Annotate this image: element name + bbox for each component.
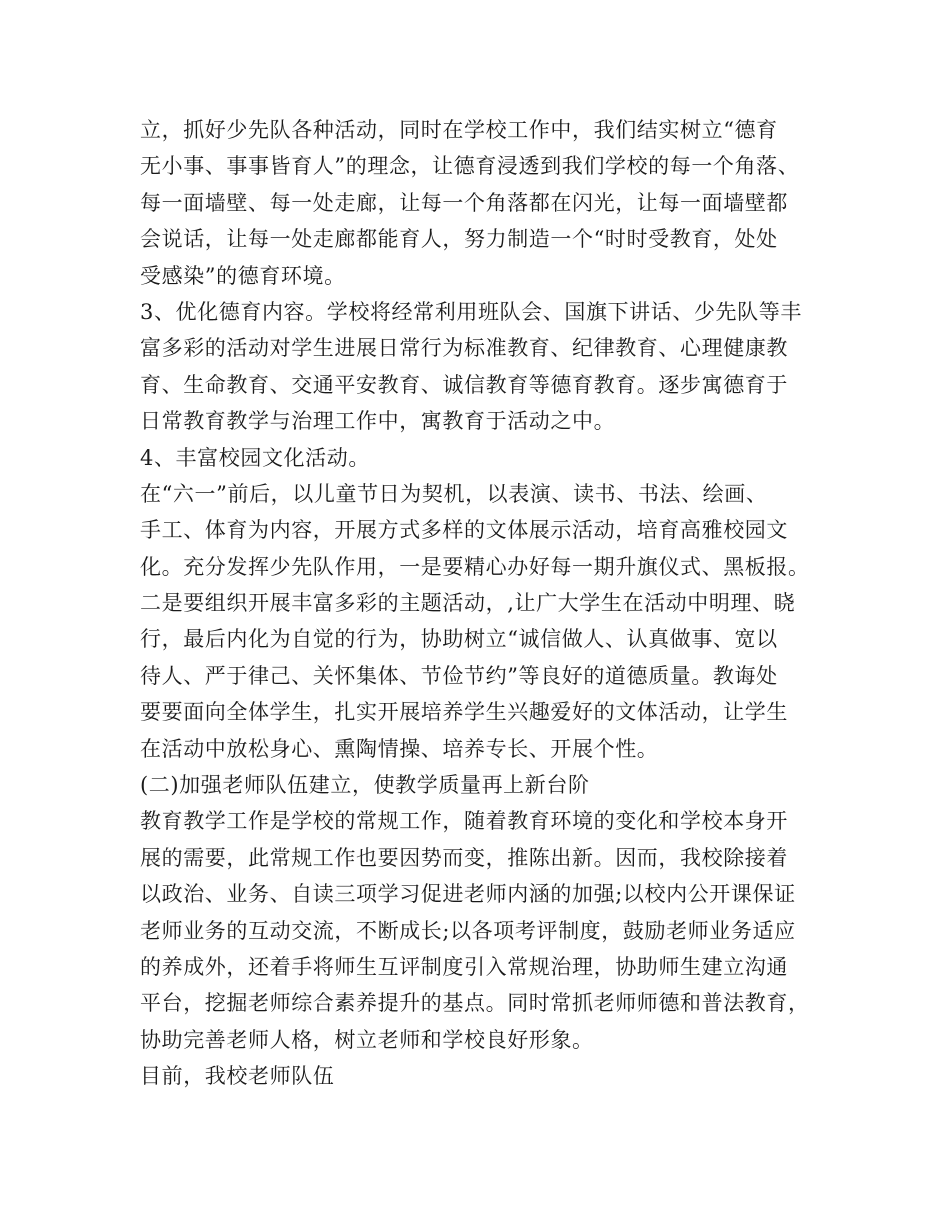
text-line: 富多彩的活动对学生进展日常行为标准教育、纪律教育、心理健康教	[140, 336, 788, 361]
text-line: 3、优化德育内容。学校将经常利用班队会、国旗下讲话、少先队等丰	[140, 299, 802, 324]
text-line: 协助完善老师人格，树立老师和学校良好形象。	[140, 1027, 594, 1052]
text-line: 行，最后内化为自觉的行为，协助树立“诚信做人、认真做事、宽以	[140, 627, 778, 652]
text-line: 在“六一”前后，以儿童节日为契机，以表演、读书、书法、绘画、	[140, 481, 768, 506]
text-line: 化。充分发挥少先队作用，一是要精心办好每一期升旗仪式、黑板报。	[140, 554, 810, 579]
text-line: 日常教育教学与治理工作中，寓教育于活动之中。	[140, 409, 616, 434]
text-line: 手工、体育为内容，开展方式多样的文体展示活动，培育高雅校园文	[140, 518, 788, 543]
text-line: 受感染”的德育环境。	[140, 263, 346, 288]
text-line: 目前，我校老师队伍	[140, 1064, 335, 1089]
text-line: 在活动中放松身心、熏陶情操、培养专长、开展个性。	[140, 736, 659, 761]
text-line: 教育教学工作是学校的常规工作，随着教育环境的变化和学校本身开	[140, 809, 788, 834]
text-line: 每一面墙壁、每一处走廊，让每一个角落都在闪光，让每一面墙壁都	[140, 190, 788, 215]
text-line: 育、生命教育、交通平安教育、诚信教育等德育教育。逐步寓德育于	[140, 372, 788, 397]
text-line: 平台，挖掘老师综合素养提升的基点。同时常抓老师师德和普法教育，	[140, 991, 810, 1016]
document-body	[140, 112, 830, 1095]
text-line: 立，抓好少先队各种活动，同时在学校工作中，我们结实树立“德育	[140, 118, 778, 142]
text-line: 二是要组织开展丰富多彩的主题活动，,让广大学生在活动中明理、晓	[140, 591, 796, 616]
text-line: 以政治、业务、自读三项学习促进老师内涵的加强;以校内公开课保证	[140, 882, 796, 907]
text-line: 的养成外，还着手将师生互评制度引入常规治理，协助师生建立沟通	[140, 954, 788, 979]
text-line: 4、丰富校园文化活动。	[140, 445, 370, 470]
text-line: 要要面向全体学生，扎实开展培养学生兴趣爱好的文体活动，让学生	[140, 700, 788, 725]
text-line: 老师业务的互动交流，不断成长;以各项考评制度，鼓励老师业务适应	[140, 918, 796, 943]
text-line: 展的需要，此常规工作也要因势而变，推陈出新。因而，我校除接着	[140, 845, 788, 870]
text-line: 会说话，让每一处走廊都能育人，努力制造一个“时时受教育，处处	[140, 227, 778, 252]
text-line: 无小事、事事皆育人”的理念，让德育浸透到我们学校的每一个角落、	[140, 154, 800, 179]
section-heading: (二)加强老师队伍建立，使教学质量再上新台阶	[140, 773, 590, 798]
text-line: 待人、严于律己、关怀集体、节俭节约”等良好的道德质量。教诲处	[140, 663, 778, 688]
